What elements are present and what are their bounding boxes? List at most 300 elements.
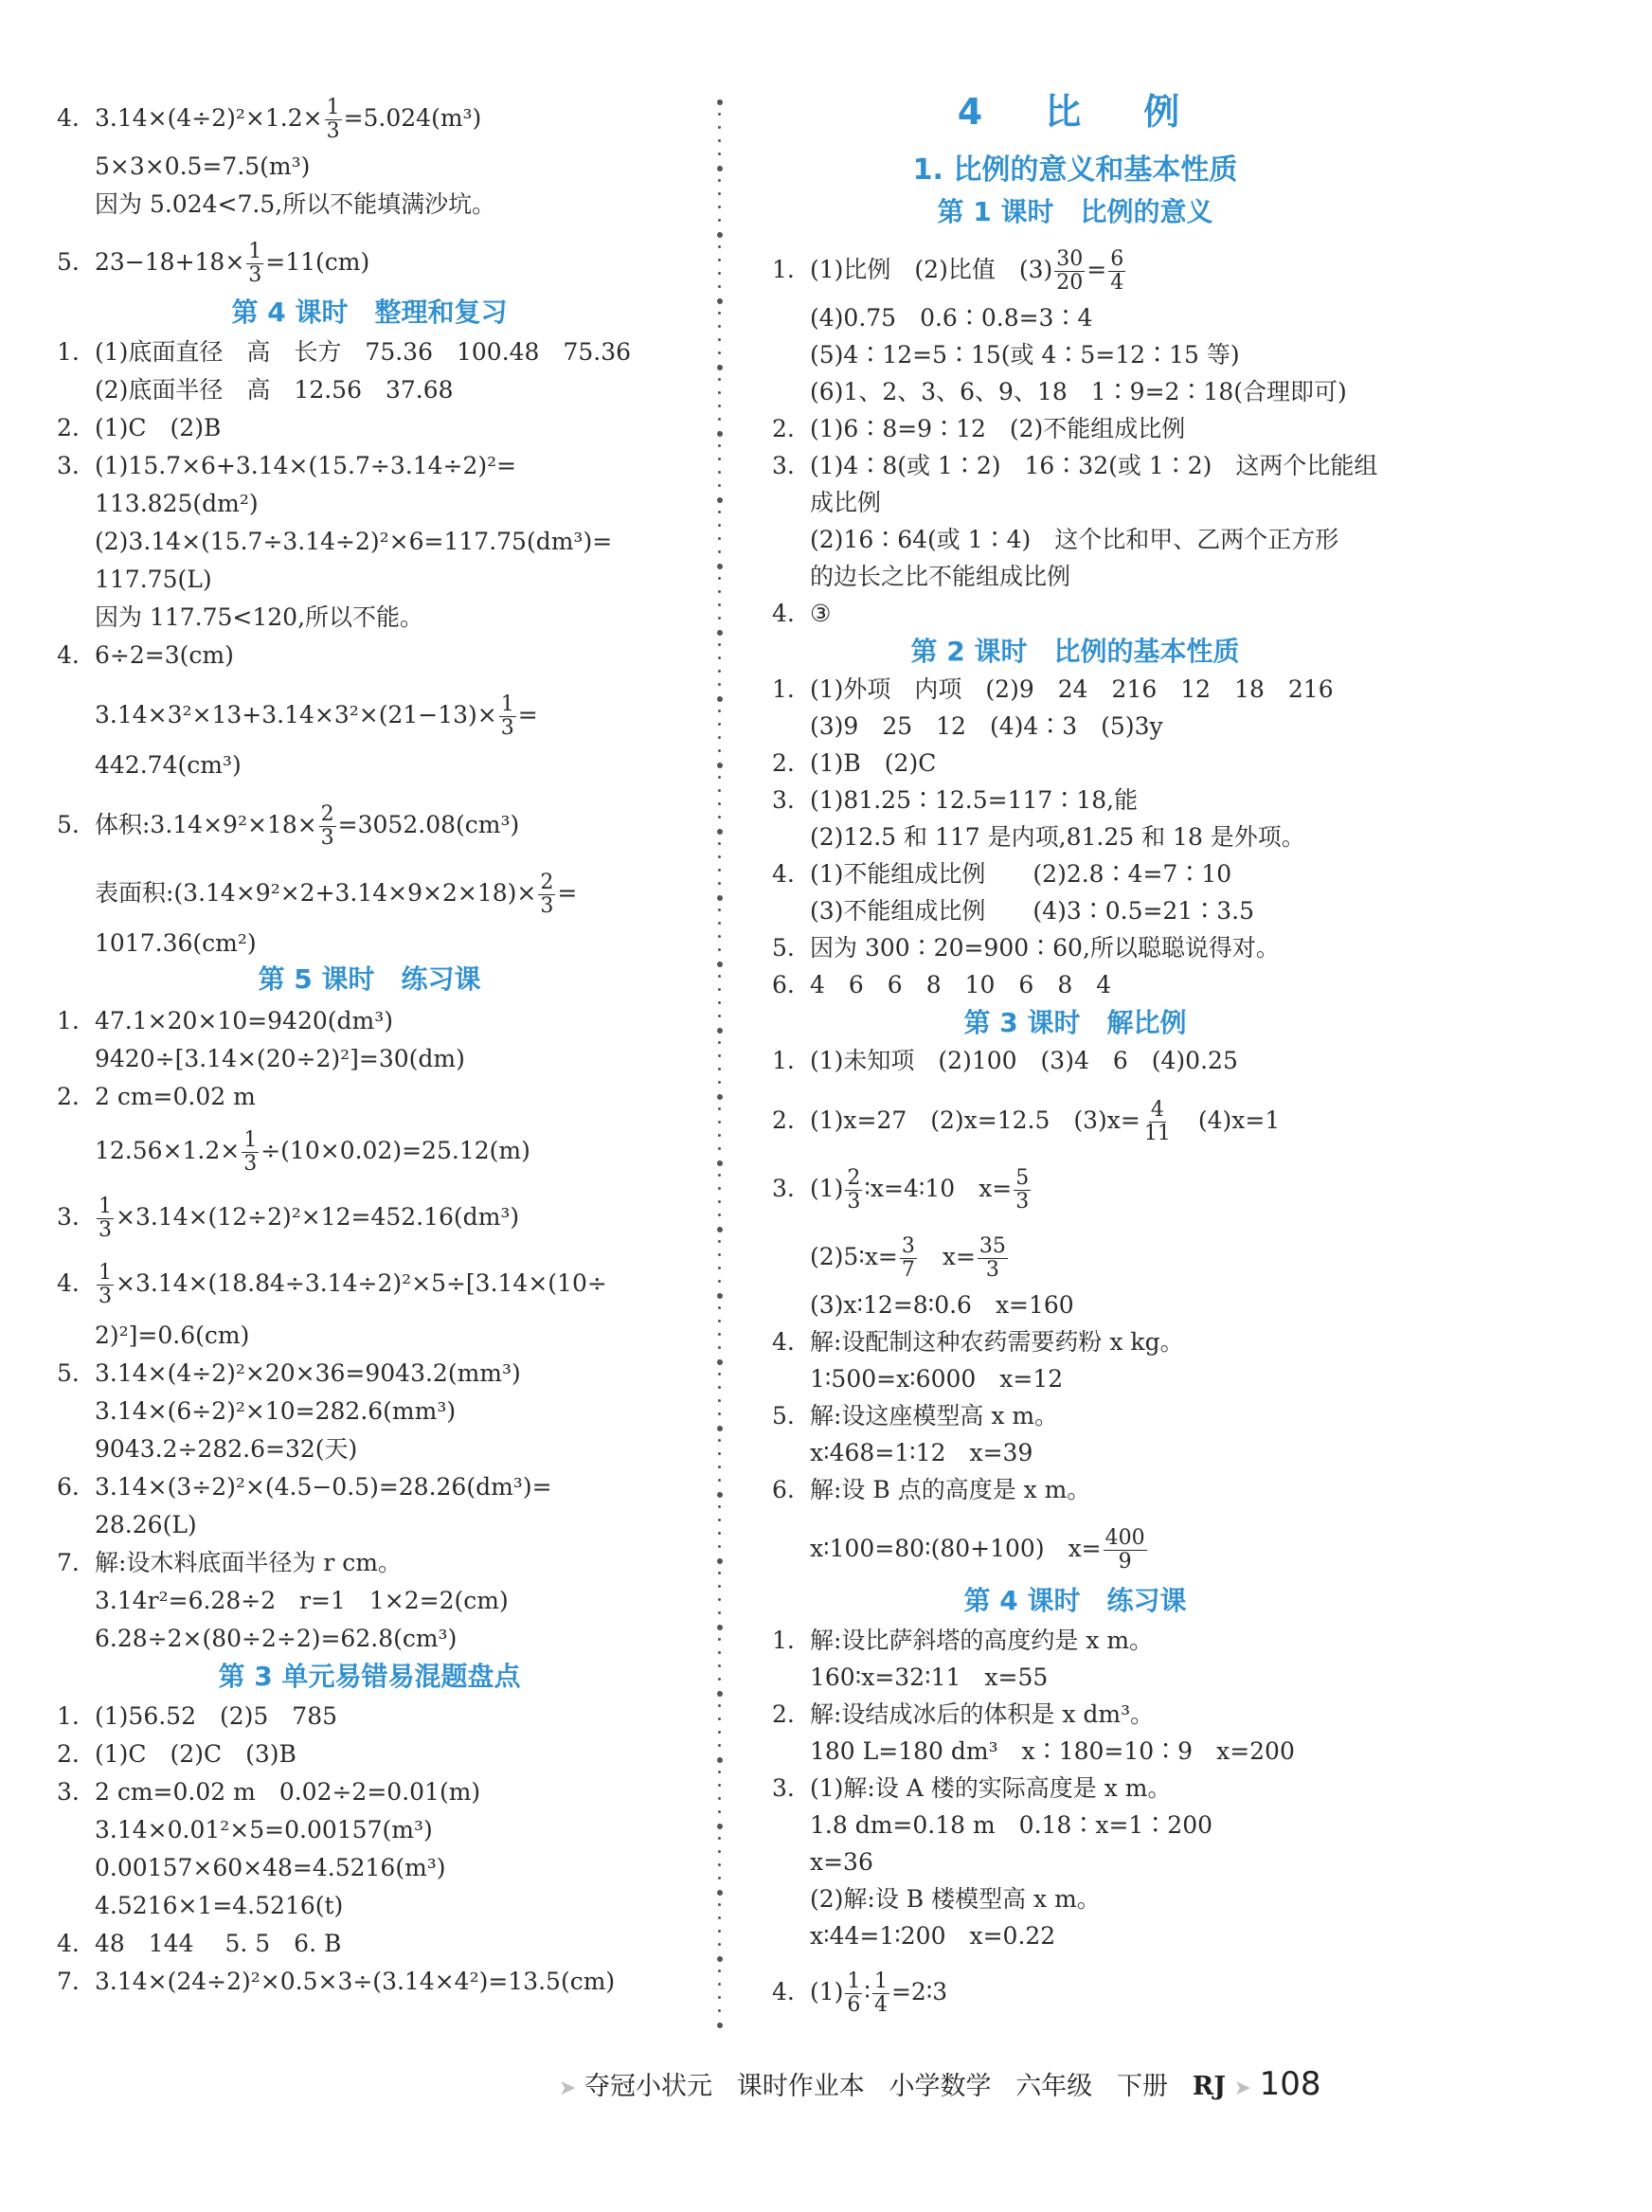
divider-dot [718, 1068, 721, 1070]
answer-text: (3)9 25 12 (4)4∶3 (5)3y [810, 712, 1163, 740]
item-number: 2. [772, 749, 795, 777]
answer-line [772, 710, 1163, 744]
numerator: 1 [248, 240, 262, 263]
answer-text: =11(cm) [265, 248, 370, 276]
divider-dot [718, 1863, 721, 1866]
item-number: 5. [772, 1402, 795, 1430]
divider-dot [718, 2009, 721, 2012]
answer-text: 28.26(L) [95, 1511, 197, 1538]
item-number: 1. [57, 338, 80, 366]
divider-dot [718, 351, 721, 354]
item-number: 6. [772, 971, 795, 998]
answer-text: 180 L=180 dm³ x∶180=10∶9 x=200 [810, 1737, 1295, 1765]
answer-text: 因为 5.024<7.5,所以不能填满沙坑。 [95, 190, 496, 218]
divider-dot [718, 126, 721, 129]
answer-line [772, 1771, 1171, 1806]
divider-dot [718, 1877, 721, 1879]
numerator: 1 [873, 1969, 888, 1993]
answer-line [57, 1851, 446, 1885]
answer-text: (1)56.52 (2)5 785 [95, 1702, 338, 1730]
answer-text: 3.14×3²×13+3.14×3²×(21−13)× [95, 701, 497, 728]
answer-text: 解:设 B 点的高度是 x m。 [810, 1476, 1091, 1503]
numerator: 6 [1110, 247, 1124, 271]
answer-line [57, 1394, 456, 1429]
divider-dot [717, 1956, 723, 1962]
divider-dot [718, 882, 721, 885]
numerator: 1 [99, 1261, 112, 1285]
divider-dot [718, 1466, 721, 1468]
divider-dot [718, 1598, 721, 1601]
divider-dot [717, 1492, 723, 1498]
denominator: 11 [1143, 1122, 1171, 1145]
denominator: 4 [1110, 271, 1124, 295]
arrow-icon: ➤ [559, 2077, 577, 2100]
fraction [872, 1970, 889, 2017]
footer-book: 课时作业本 [736, 2072, 865, 2101]
divider-dot [717, 1757, 723, 1763]
answer-line [772, 1735, 1295, 1769]
answer-line [772, 1436, 1032, 1470]
divider-dot [718, 550, 721, 553]
divider-dot [718, 1081, 721, 1084]
divider-dot [718, 1174, 721, 1177]
denominator: 7 [901, 1258, 915, 1282]
divider-dot [718, 935, 721, 938]
answer-line [57, 1128, 530, 1176]
section-heading: 第 1 课时 比例的意义 [937, 196, 1213, 227]
answer-line [57, 188, 495, 222]
answer-text: 3.14×(3÷2)²×(4.5−0.5)=28.26(dm³)= [95, 1473, 552, 1501]
divider-dot [718, 683, 721, 686]
answer-text: (1)15.7×6+3.14×(15.7÷3.14÷2)²= [95, 452, 517, 479]
answer-line [772, 1399, 1058, 1433]
answer-line [772, 1808, 1212, 1843]
divider-dot [717, 962, 723, 967]
divider-dot [718, 1505, 721, 1508]
answer-text: x∶100=80∶(80+100) x= [810, 1535, 1102, 1562]
item-number: 1. [772, 256, 795, 283]
divider-dot [718, 1373, 721, 1376]
answer-text: 解:设木料底面半径为 r cm。 [95, 1549, 402, 1576]
divider-dot [718, 537, 721, 540]
divider-dot [717, 1094, 723, 1100]
divider-dot [718, 405, 721, 407]
fraction [325, 97, 342, 143]
divider-dot [718, 816, 721, 818]
answer-line [57, 150, 310, 184]
divider-dot [718, 312, 721, 315]
divider-dot [718, 245, 721, 248]
divider-dot [718, 1147, 721, 1150]
answer-text: 因为 117.75<120,所以不能。 [95, 603, 424, 631]
answer-text: 5×3×0.5=7.5(m³) [95, 153, 311, 180]
answer-text: 0.00157×60×48=4.5216(m³) [95, 1854, 446, 1881]
numerator: 3 [901, 1234, 915, 1258]
fraction [978, 1235, 1008, 1282]
divider-dot [718, 1731, 721, 1734]
answer-line [772, 560, 1070, 594]
denominator: 3 [248, 263, 262, 287]
answer-text: x∶44=1∶200 x=0.22 [810, 1922, 1056, 1950]
numerator: 4 [1150, 1098, 1164, 1122]
answer-line [57, 373, 454, 407]
section-heading: 4 比 例 [957, 91, 1194, 133]
divider-dot [718, 1916, 721, 1919]
divider-dot [717, 1227, 723, 1232]
answer-line [57, 1319, 249, 1353]
fraction [845, 1167, 862, 1214]
divider-dot [718, 948, 721, 951]
divider-dot [718, 1399, 721, 1402]
denominator: 3 [500, 716, 514, 740]
answer-text: 解:设这座模型高 x m。 [810, 1402, 1059, 1430]
divider-dot [717, 99, 723, 105]
item-number: 4. [57, 104, 80, 132]
item-number: 4. [57, 641, 80, 669]
answer-text: 1017.36(cm²) [95, 929, 257, 957]
numerator: 5 [1015, 1166, 1030, 1190]
answer-text: ×3.14×(18.84÷3.14÷2)²×5÷[3.14×(10÷ [116, 1269, 607, 1297]
answer-line [57, 1965, 615, 1999]
item-number: 4. [57, 1930, 80, 1957]
answer-text: 48 144 5. 5 6. B [95, 1930, 342, 1957]
answer-text: 因为 300∶20=900∶60,所以聪聪说得对。 [810, 934, 1280, 962]
answer-line [57, 748, 242, 782]
item-number: 6. [57, 1473, 80, 1501]
answer-line [772, 783, 1138, 818]
answer-text: (1)4∶8(或 1∶2) 16∶32(或 1∶2) 这两个比能组 [810, 452, 1378, 479]
divider-dot [718, 908, 721, 911]
divider-dot [717, 1160, 723, 1166]
divider-dot [718, 643, 721, 646]
answer-text: 2 cm=0.02 m [95, 1083, 256, 1110]
divider-dot [718, 723, 721, 726]
answer-text: 23−18+18× [95, 248, 245, 276]
item-number: 4. [772, 860, 795, 888]
denominator: 3 [985, 1258, 999, 1282]
divider-dot [717, 1426, 723, 1431]
answer-text: 4 6 6 8 10 6 8 4 [810, 971, 1112, 998]
answer-line [772, 1624, 1153, 1658]
divider-dot [717, 1824, 723, 1829]
answer-line [772, 1882, 1101, 1916]
item-number: 3. [772, 1175, 795, 1202]
item-number: 2. [772, 1700, 795, 1728]
divider-dot [718, 1214, 721, 1216]
item-number: 2. [772, 415, 795, 442]
answer-text: ∶ [864, 1978, 871, 2005]
section-heading: 第 3 课时 解比例 [963, 1007, 1187, 1038]
fraction [319, 803, 336, 850]
item-number: 3. [772, 452, 795, 479]
answer-line [772, 1919, 1055, 1953]
divider-dot [718, 1969, 721, 1972]
item-number: 1. [57, 1007, 80, 1034]
fraction [1054, 248, 1085, 295]
denominator: 4 [873, 1993, 888, 2017]
divider-dot [718, 1333, 721, 1336]
answer-text: 成比例 [810, 489, 882, 516]
denominator: 3 [320, 826, 334, 850]
answer-text: 1∶500=x∶6000 x=12 [810, 1365, 1064, 1393]
divider-dot [718, 988, 721, 991]
answer-text: 表面积:(3.14×9²×2+3.14×9×2×18)× [95, 879, 537, 907]
divider-dot [717, 365, 723, 370]
divider-dot [718, 153, 721, 155]
fraction [499, 693, 516, 740]
answer-text: (2)底面半径 高 12.56 37.68 [95, 376, 454, 404]
divider-dot [717, 1691, 723, 1697]
divider-dot [718, 1412, 721, 1415]
divider-dot [718, 1664, 721, 1667]
answer-text: 3.14×0.01²×5=0.00157(m³) [95, 1816, 433, 1843]
divider-dot [718, 975, 721, 978]
answer-line [57, 1813, 433, 1847]
answer-line [772, 931, 1280, 965]
answer-line [57, 692, 538, 740]
divider-dot [718, 1585, 721, 1588]
divider-dot [717, 1625, 723, 1630]
section-heading: 第 4 课时 练习课 [963, 1585, 1187, 1616]
divider-dot [718, 1121, 721, 1124]
answer-line [57, 1737, 296, 1771]
divider-dot [718, 1320, 721, 1322]
divider-dot [718, 1041, 721, 1044]
answer-text: (1)解:设 A 楼的实际高度是 x m。 [810, 1774, 1172, 1802]
answer-line [772, 1473, 1090, 1507]
answer-line [57, 487, 259, 521]
divider-dot [718, 1200, 721, 1203]
divider-dot [718, 710, 721, 712]
divider-dot [718, 1983, 721, 1986]
answer-text: 113.825(dm²) [95, 490, 259, 517]
divider-dot [717, 895, 723, 901]
item-number: 4. [772, 600, 795, 627]
column-divider [717, 99, 723, 2027]
divider-dot [718, 1306, 721, 1309]
fraction [1014, 1167, 1031, 1214]
answer-text: (4)x=1 [1174, 1106, 1281, 1134]
answer-line [57, 1080, 256, 1114]
answer-text: 442.74(cm³) [95, 751, 242, 779]
divider-dot [717, 1028, 723, 1034]
divider-dot [718, 1267, 721, 1269]
divider-dot [718, 1930, 721, 1933]
answer-text: (1)6∶8=9∶12 (2)不能组成比例 [810, 415, 1186, 442]
divider-dot [718, 259, 721, 261]
numerator: 2 [847, 1166, 861, 1190]
answer-text: 12.56×1.2× [95, 1137, 241, 1164]
item-number: 3. [57, 1203, 80, 1231]
answer-line [57, 411, 221, 445]
answer-line [772, 673, 1334, 707]
answer-line [772, 597, 831, 631]
answer-line [57, 525, 612, 559]
divider-dot [718, 206, 721, 208]
divider-dot [717, 166, 723, 171]
answer-text: = [517, 701, 538, 728]
item-number: 1. [57, 1702, 80, 1730]
divider-dot [718, 1187, 721, 1190]
divider-dot [717, 431, 723, 437]
divider-dot [718, 192, 721, 195]
answer-text: 3.14×(4÷2)²×20×36=9043.2(mm³) [95, 1359, 521, 1387]
divider-dot [718, 1479, 721, 1482]
divider-dot [718, 1717, 721, 1720]
section-heading: 第 5 课时 练习课 [258, 963, 481, 995]
answer-text: 1.8 dm=0.18 m 0.18∶x=1∶200 [810, 1811, 1213, 1839]
fraction [97, 1196, 114, 1242]
divider-dot [718, 590, 721, 593]
answer-line [772, 968, 1111, 1002]
answer-text: (4)0.75 0.6∶0.8=3∶4 [810, 304, 1093, 332]
answer-line [772, 857, 1231, 891]
divider-dot [717, 1359, 723, 1365]
answer-line [772, 523, 1338, 557]
answer-line [772, 820, 1305, 854]
item-number: 1. [772, 1047, 795, 1074]
answer-text: 解:设结成冰后的体积是 x dm³。 [810, 1700, 1155, 1728]
answer-text: =5.024(m³) [343, 104, 482, 132]
divider-dot [718, 749, 721, 752]
answer-line [57, 1927, 341, 1961]
divider-dot [718, 1015, 721, 1017]
divider-dot [718, 1240, 721, 1243]
answer-text: ÷(10×0.02)=25.12(m) [260, 1137, 530, 1164]
divider-dot [718, 1545, 721, 1548]
answer-line [57, 638, 234, 673]
answer-text: = [557, 879, 578, 907]
item-number: 6. [772, 1476, 795, 1503]
divider-dot [718, 789, 721, 792]
answer-text: 3.14×(24÷2)²×0.5×3÷(3.14×4²)=13.5(cm) [95, 1968, 616, 1995]
answer-line [57, 335, 631, 369]
answer-text: 6÷2=3(cm) [95, 641, 234, 669]
answer-text: 3.14×(4÷2)²×1.2× [95, 104, 323, 132]
divider-dot [718, 1532, 721, 1535]
denominator: 3 [99, 1285, 112, 1308]
answer-line [772, 247, 1127, 295]
answer-text: (2)解:设 B 楼模型高 x m。 [810, 1885, 1101, 1913]
answer-text: 9043.2÷282.6=32(天) [95, 1435, 358, 1463]
divider-dot [718, 1134, 721, 1137]
numerator: 1 [500, 692, 514, 716]
divider-dot [718, 471, 721, 474]
answer-text: 3.14r²=6.28÷2 r=1 1×2=2(cm) [95, 1587, 509, 1614]
divider-dot [717, 298, 723, 304]
divider-dot [718, 1704, 721, 1707]
answer-text: 的边长之比不能组成比例 [810, 563, 1071, 590]
divider-dot [718, 1996, 721, 1999]
section-heading: 第 4 课时 整理和复习 [231, 297, 508, 328]
divider-dot [718, 484, 721, 487]
answer-line [772, 375, 1347, 409]
numerator: 2 [540, 871, 554, 894]
answer-text: = [1086, 256, 1107, 283]
divider-dot [718, 179, 721, 182]
divider-dot [718, 272, 721, 275]
answer-line [772, 1698, 1154, 1732]
answer-text: x= [918, 1243, 976, 1270]
answer-line [772, 1044, 1238, 1078]
divider-dot [718, 139, 721, 142]
answer-text: (2)12.5 和 117 是内项,81.25 和 18 是外项。 [810, 823, 1305, 851]
answer-text: (5)4∶12=5∶15(或 4∶5=12∶15 等) [810, 341, 1240, 369]
divider-dot [718, 219, 721, 222]
answer-line [57, 1432, 357, 1466]
answer-line [57, 1004, 393, 1038]
answer-line [772, 1166, 1032, 1214]
page-number: 108 [1259, 2065, 1321, 2103]
divider-dot [718, 325, 721, 328]
answer-line [772, 1325, 1184, 1359]
answer-line [57, 1584, 509, 1618]
answer-text: (2)3.14×(15.7÷3.14÷2)²×6=117.75(dm³)= [95, 528, 613, 555]
answer-line [57, 1042, 465, 1076]
item-number: 5. [57, 248, 80, 276]
divider-dot [718, 1638, 721, 1641]
footer-term: 下册 [1117, 2072, 1169, 2101]
answer-text: ③ [810, 600, 832, 627]
answer-line [57, 96, 482, 143]
footer-grade: 六年级 [1015, 2072, 1093, 2101]
divider-dot [718, 1943, 721, 1946]
answer-line [57, 871, 578, 918]
answer-line [772, 746, 936, 781]
answer-text: (1) [810, 1978, 844, 2005]
answer-text: 解:设配制这种农药需要药粉 x kg。 [810, 1328, 1184, 1356]
item-number: 2. [772, 1106, 795, 1134]
fraction [538, 872, 555, 918]
fraction [1142, 1099, 1173, 1145]
item-number: 5. [772, 934, 795, 962]
divider-dot [718, 1572, 721, 1574]
answer-line [772, 1098, 1281, 1145]
answer-line [57, 449, 516, 483]
answer-text: (1)不能组成比例 (2)2.8∶4=7∶10 [810, 860, 1232, 888]
answer-text: (3)x∶12=8∶0.6 x=160 [810, 1291, 1074, 1319]
divider-dot [718, 869, 721, 872]
divider-dot [718, 1054, 721, 1057]
answer-text: 解:设比萨斜塔的高度约是 x m。 [810, 1627, 1154, 1654]
divider-dot [718, 524, 721, 527]
denominator: 3 [1015, 1190, 1030, 1214]
answer-text: (1)C (2)C (3)B [95, 1740, 296, 1768]
item-number: 2. [57, 1083, 80, 1110]
item-number: 4. [772, 1328, 795, 1356]
divider-dot [717, 763, 723, 768]
divider-dot [717, 1890, 723, 1896]
divider-dot [718, 842, 721, 845]
item-number: 4. [57, 1269, 80, 1297]
answer-text: 9420÷[3.14×(20÷2)²]=30(dm) [95, 1045, 465, 1072]
answer-line [772, 1234, 1010, 1282]
answer-line [57, 1508, 197, 1542]
divider-dot [718, 1253, 721, 1256]
item-number: 4. [772, 1978, 795, 2005]
answer-line [772, 1362, 1063, 1396]
footer-brand: 夺冠小状元 [584, 2072, 713, 2101]
answer-text: 体积:3.14×9²×18× [95, 811, 317, 838]
item-number: 3. [57, 452, 80, 479]
answer-text: (1)比例 (2)比值 (3) [810, 256, 1053, 283]
denominator: 3 [847, 1190, 861, 1214]
answer-text: x=36 [810, 1848, 873, 1876]
answer-line [57, 1261, 607, 1308]
divider-dot [718, 802, 721, 805]
numerator: 1 [243, 1128, 258, 1152]
divider-dot [718, 1784, 721, 1787]
